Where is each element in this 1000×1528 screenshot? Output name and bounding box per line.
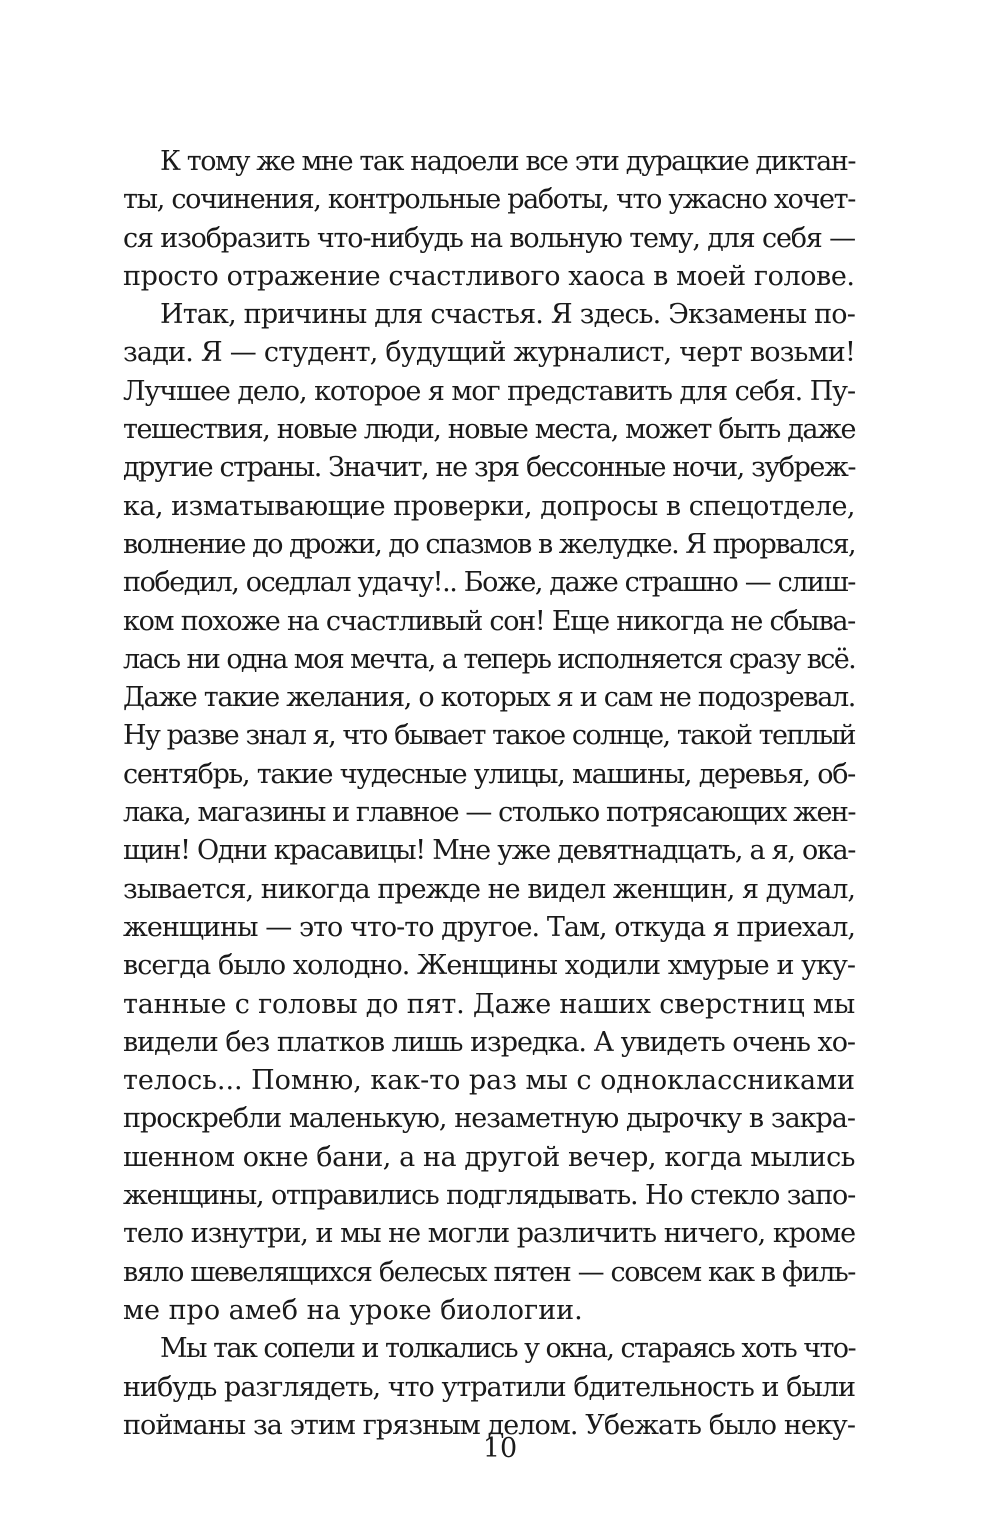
text-line: К тому же мне так надоели все эти дурацкие диктан- bbox=[160, 146, 855, 177]
text-line: Мы так сопели и толкались у окна, стараясь хоть что- bbox=[160, 1333, 855, 1365]
text-line: телось... Помню, как-то раз мы с одноклассниками bbox=[123, 1065, 855, 1097]
text-line: ме про амеб на уроке биологии. bbox=[123, 1294, 583, 1326]
text-line: лака, магазины и главное — столько потрясающих жен- bbox=[123, 797, 855, 829]
text-line: нибудь разглядеть, что утратили бдительность и были bbox=[123, 1371, 855, 1403]
body-text bbox=[123, 143, 855, 1445]
text-line: ты, сочинения, контрольные работы, что ужасно хочет- bbox=[123, 184, 855, 216]
text-line: просто отражение счастливого хаоса в моей голове. bbox=[123, 260, 855, 292]
text-line: другие страны. Значит, не зря бессонные ночи, зубреж- bbox=[123, 452, 855, 484]
text-line: всегда было холодно. Женщины ходили хмурые и уку- bbox=[123, 950, 855, 982]
text-line: тело изнутри, и мы не могли различить ничего, кроме bbox=[123, 1218, 855, 1250]
text-line: вяло шевелящихся белесых пятен — совсем как в филь- bbox=[123, 1256, 855, 1288]
text-line: пойманы за этим грязным делом. Убежать было неку- bbox=[123, 1409, 855, 1441]
text-line: тешествия, новые люди, новые места, может быть даже bbox=[123, 414, 855, 446]
text-line: женщины, отправились подглядывать. Но стекло запо- bbox=[123, 1180, 855, 1212]
page-number: 10 bbox=[482, 1433, 518, 1464]
text-line: сентябрь, такие чудесные улицы, машины, деревья, об- bbox=[123, 758, 855, 790]
text-line: танные с головы до пят. Даже наших сверстниц мы bbox=[123, 988, 855, 1020]
text-line: зывается, никогда прежде не видел женщин, я думал, bbox=[123, 873, 855, 905]
text-line: Даже такие желания, о которых я и сам не подозревал. bbox=[123, 682, 855, 714]
text-line: щин! Одни красавицы! Мне уже девятнадцать, а я, ока- bbox=[123, 835, 855, 867]
text-line: женщины — это что-то другое. Там, откуда я приехал, bbox=[123, 911, 855, 943]
text-line: лась ни одна моя мечта, а теперь исполняется сразу всё. bbox=[123, 643, 855, 675]
text-line: ся изобразить что-нибудь на вольную тему, для себя — bbox=[123, 222, 855, 254]
text-line: волнение до дрожи, до спазмов в желудке. Я прорвался, bbox=[123, 528, 855, 560]
text-line: проскребли маленькую, незаметную дырочку в закра- bbox=[123, 1103, 855, 1135]
text-line: Ну разве знал я, что бывает такое солнце, такой теплый bbox=[123, 720, 855, 752]
text-line: шенном окне бани, а на другой вечер, когда мылись bbox=[123, 1141, 855, 1173]
text-line: Лучшее дело, которое я мог представить для себя. Пу- bbox=[123, 375, 855, 407]
text-line: Итак, причины для счастья. Я здесь. Экзамены по- bbox=[160, 299, 855, 331]
text-line: видели без платков лишь изредка. А увидеть очень хо- bbox=[123, 1026, 855, 1058]
text-line: ком похоже на счастливый сон! Еще никогда не сбыва- bbox=[123, 605, 855, 637]
text-line: победил, оседлал удачу!.. Боже, даже страшно — слиш- bbox=[123, 567, 855, 599]
text-line: ка, изматывающие проверки, допросы в спецотделе, bbox=[123, 490, 855, 522]
text-line: зади. Я — студент, будущий журналист, черт возьми! bbox=[123, 337, 855, 369]
